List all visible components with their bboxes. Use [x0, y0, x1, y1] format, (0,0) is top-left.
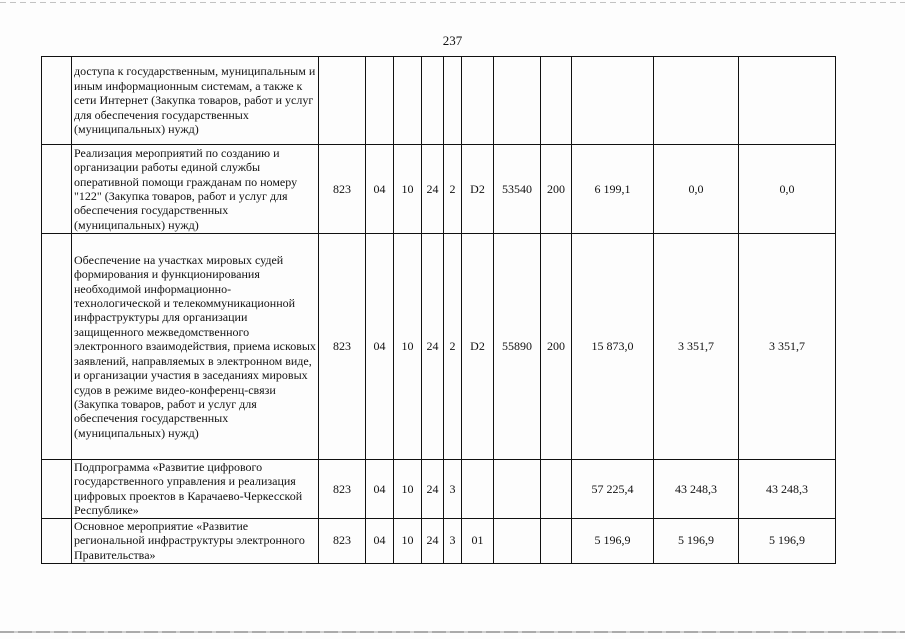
row-description: Реализация мероприятий по созданию и организации работы единой службы оперативной помощи гражданам по номеру "122" (Закупка товаров, работ и услуг для обеспечения государственных (муниципальных) нужд)	[72, 145, 319, 234]
amount-year-3: 43 248,3	[739, 460, 836, 519]
ministry-code: 823	[319, 234, 366, 460]
row-number-cell	[42, 234, 72, 460]
subsection-code: 10	[394, 518, 422, 563]
table-row	[42, 460, 836, 519]
direction-code: 53540	[494, 145, 541, 234]
scan-edge-bottom	[0, 631, 905, 633]
amount-year-2: 3 351,7	[654, 234, 739, 460]
event-code: 01	[462, 518, 494, 563]
amount-year-1: 15 873,0	[572, 234, 654, 460]
page-number: 237	[442, 33, 463, 48]
row-description: Подпрограмма «Развитие цифрового государственного управления и реализация цифровых проектов в Карачаево-Черкесской Республике»	[72, 460, 319, 519]
subsection-code	[394, 57, 422, 145]
section-code: 04	[366, 234, 394, 460]
row-description: Обеспечение на участках мировых судей формирования и функционирования необходимой информационно-технологической и телекоммуникационной инфраструктуры для организации защищенного межведомственного электронного взаимодействия, приема исковых заявлений, направляемых в электронном виде, и организации участия в заседаниях мировых судов в режиме видео-конференц-связи (Закупка товаров, работ и услуг для обеспечения государственных (муниципальных) нужд)	[72, 234, 319, 460]
subprogram-code: 2	[444, 234, 462, 460]
row-description: доступа к государственным, муниципальным и иным информационным системам, а также к сети Интернет (Закупка товаров, работ и услуг для обеспечения государственных (муниципальных) нужд)	[72, 57, 319, 145]
direction-code: 55890	[494, 234, 541, 460]
amount-year-3: 0,0	[739, 145, 836, 234]
table-row	[42, 145, 836, 234]
ministry-code: 823	[319, 518, 366, 563]
amount-year-2: 0,0	[654, 145, 739, 234]
subsection-code: 10	[394, 460, 422, 519]
direction-code	[494, 518, 541, 563]
direction-code	[494, 460, 541, 519]
amount-year-3: 5 196,9	[739, 518, 836, 563]
table-row	[42, 518, 836, 563]
scan-edge-top	[0, 2, 905, 3]
amount-year-2: 43 248,3	[654, 460, 739, 519]
amount-year-1: 6 199,1	[572, 145, 654, 234]
subsection-code: 10	[394, 234, 422, 460]
table-row	[42, 57, 836, 145]
amount-year-3	[739, 57, 836, 145]
row-number-cell	[42, 518, 72, 563]
subprogram-code: 3	[444, 460, 462, 519]
amount-year-1: 57 225,4	[572, 460, 654, 519]
ministry-code: 823	[319, 145, 366, 234]
subprogram-code	[444, 57, 462, 145]
section-code: 04	[366, 145, 394, 234]
amount-year-1: 5 196,9	[572, 518, 654, 563]
row-number-cell	[42, 460, 72, 519]
event-code	[462, 57, 494, 145]
program-code: 24	[422, 518, 444, 563]
program-code: 24	[422, 460, 444, 519]
section-code: 04	[366, 460, 394, 519]
program-code: 24	[422, 145, 444, 234]
row-description: Основное мероприятие «Развитие региональной инфраструктуры электронного Правительства»	[72, 518, 319, 563]
subprogram-code: 3	[444, 518, 462, 563]
direction-code	[494, 57, 541, 145]
subsection-code: 10	[394, 145, 422, 234]
expense-type-code	[541, 460, 572, 519]
program-code	[422, 57, 444, 145]
event-code: D2	[462, 145, 494, 234]
budget-table	[41, 56, 836, 564]
ministry-code: 823	[319, 460, 366, 519]
expense-type-code: 200	[541, 234, 572, 460]
expense-type-code	[541, 57, 572, 145]
event-code	[462, 460, 494, 519]
amount-year-3: 3 351,7	[739, 234, 836, 460]
table-row	[42, 234, 836, 460]
section-code: 04	[366, 518, 394, 563]
row-number-cell	[42, 145, 72, 234]
amount-year-2	[654, 57, 739, 145]
subprogram-code: 2	[444, 145, 462, 234]
amount-year-2: 5 196,9	[654, 518, 739, 563]
event-code: D2	[462, 234, 494, 460]
expense-type-code	[541, 518, 572, 563]
expense-type-code: 200	[541, 145, 572, 234]
amount-year-1	[572, 57, 654, 145]
row-number-cell	[42, 57, 72, 145]
program-code: 24	[422, 234, 444, 460]
section-code	[366, 57, 394, 145]
ministry-code	[319, 57, 366, 145]
